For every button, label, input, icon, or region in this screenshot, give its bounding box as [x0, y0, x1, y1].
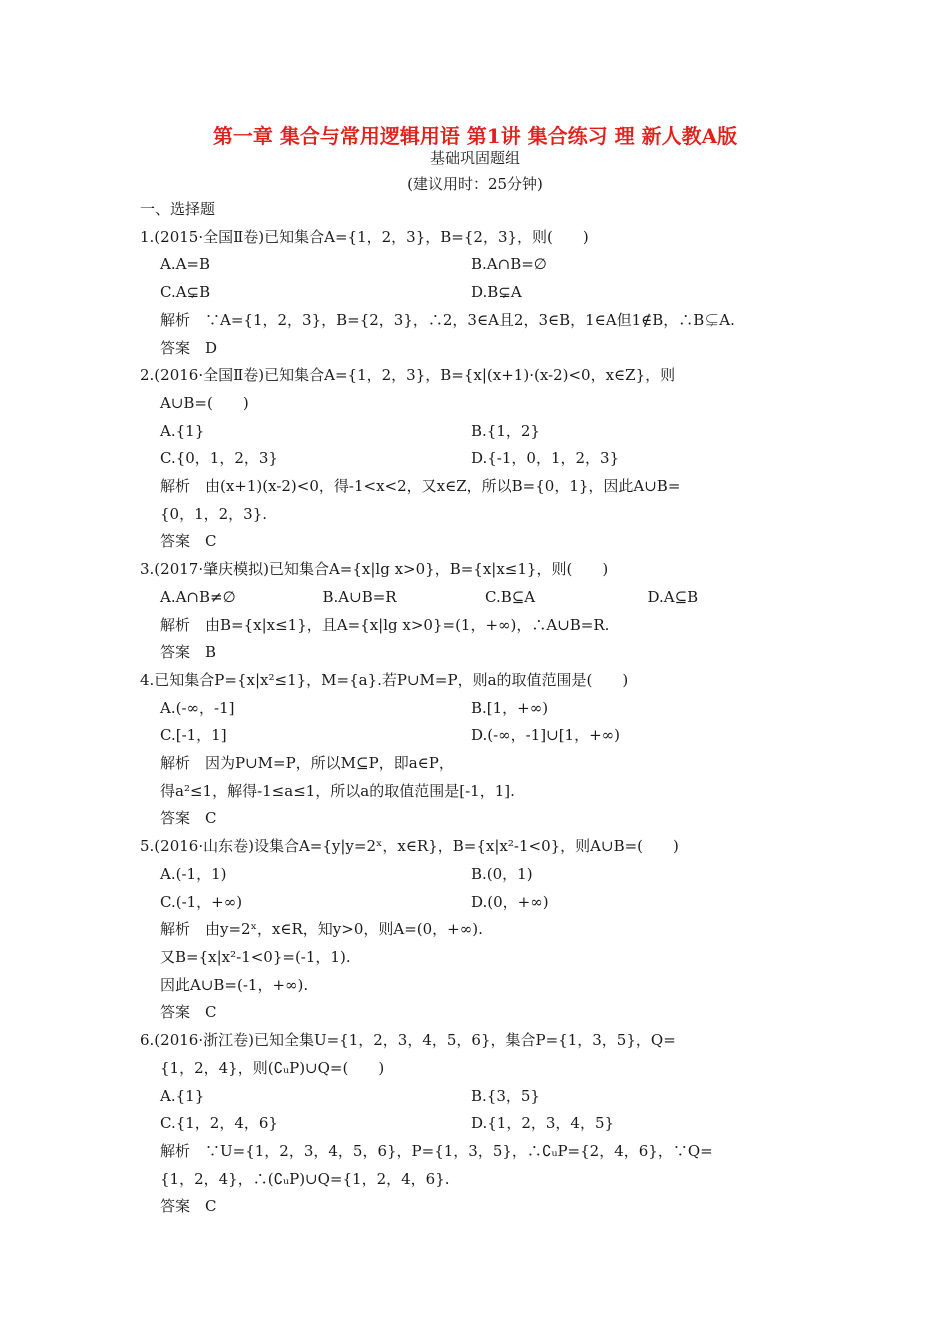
question-2-analysis: 解析 由(x+1)(x-2)<0，得-1<x<2，又x∈Z，所以B={0，1}，因此A∪B=	[160, 477, 681, 496]
option-b: B.(0，1)	[471, 864, 533, 883]
option-c: C.{1，2，4，6}	[160, 1114, 278, 1133]
question-4-options-row2	[140, 722, 810, 750]
section-heading: 一、选择题	[140, 200, 216, 218]
suggested-time: (建议用时：25分钟)	[407, 175, 543, 193]
option-b: B.A∩B=∅	[471, 255, 547, 274]
option-d: D.{1，2，3，4，5}	[471, 1114, 615, 1133]
option-c: C.[-1，1]	[160, 726, 227, 745]
option-b: B.[1，+∞)	[471, 698, 549, 717]
question-3-answer: 答案 B	[160, 643, 217, 662]
question-6-answer: 答案 C	[160, 1197, 217, 1216]
document-title: 第一章 集合与常用逻辑用语 第1讲 集合练习 理 新人教A版	[212, 124, 738, 148]
option-b: B.{3，5}	[471, 1086, 540, 1105]
question-6-options-row2	[140, 1110, 810, 1138]
question-1-answer: 答案 D	[160, 338, 218, 357]
question-6-stem-cont: {1，2，4}，则(∁ᵤP)∪Q=( )	[160, 1058, 385, 1077]
question-5-stem: 5.(2016·山东卷)设集合A={y|y=2ˣ，x∈R}，B={x|x²-1<0}，则A∪B=( )	[140, 837, 679, 856]
question-2-stem: 2.(2016·全国Ⅱ卷)已知集合A={1，2，3}，B={x|(x+1)·(x-2)<0，x∈Z}，则	[140, 366, 676, 385]
option-d: D.A⊆B	[647, 587, 699, 606]
option-a: A.{1}	[160, 421, 205, 440]
question-4-stem: 4.已知集合P={x|x²≤1}，M={a}.若P∪M=P，则a的取值范围是( )	[140, 670, 629, 689]
option-a: A.{1}	[160, 1086, 205, 1105]
question-2-analysis-cont: {0，1，2，3}.	[160, 504, 268, 523]
question-5-answer: 答案 C	[160, 1003, 217, 1022]
option-a: A.(-1，1)	[160, 864, 227, 883]
question-4-analysis: 解析 因为P∪M=P，所以M⊆P，即a∈P，	[160, 754, 454, 773]
option-d: D.(0，+∞)	[471, 892, 549, 911]
question-1-stem: 1.(2015·全国Ⅱ卷)已知集合A={1，2，3}，B={2，3}，则( )	[140, 227, 589, 246]
question-5-analysis: 解析 由y=2ˣ，x∈R，知y>0，则A=(0，+∞).	[160, 920, 483, 939]
option-d: D.{-1，0，1，2，3}	[471, 449, 620, 468]
option-c: C.(-1，+∞)	[160, 892, 243, 911]
question-2-options-row1	[140, 418, 810, 446]
question-6-options-row1	[140, 1083, 810, 1111]
option-b: B.{1，2}	[471, 421, 540, 440]
question-6-stem: 6.(2016·浙江卷)已知全集U={1，2，3，4，5，6}，集合P={1，3，5}，Q=	[140, 1031, 676, 1050]
option-a: A.(-∞，-1]	[160, 698, 235, 717]
option-a: A.A=B	[160, 255, 211, 274]
option-c: C.{0，1，2，3}	[160, 449, 278, 468]
question-3-analysis: 解析 由B={x|x≤1}，且A={x|lg x>0}=(1，+∞)，∴A∪B=R.	[160, 615, 610, 634]
question-5-analysis-line3: 因此A∪B=(-1，+∞).	[160, 975, 309, 994]
question-5-options-row1	[140, 861, 810, 889]
question-5-analysis-line2: 又B={x|x²-1<0}=(-1，1).	[160, 947, 351, 966]
question-3-options	[140, 584, 810, 612]
question-4-answer: 答案 C	[160, 809, 217, 828]
question-4-analysis-cont: 得a²≤1，解得-1≤a≤1，所以a的取值范围是[-1，1].	[160, 781, 515, 800]
question-2-stem-cont: A∪B=( )	[160, 393, 249, 412]
option-b: B.A∪B=R	[322, 587, 397, 606]
question-4-options-row1	[140, 695, 810, 723]
option-c: C.A⊊B	[160, 283, 211, 302]
question-list	[140, 196, 810, 1221]
question-2-options-row2	[140, 445, 810, 473]
question-3-stem: 3.(2017·肇庆模拟)已知集合A={x|lg x>0}，B={x|x≤1}，则( )	[140, 560, 609, 579]
question-1-options-row2	[140, 279, 810, 307]
question-6-analysis: 解析 ∵U={1，2，3，4，5，6}，P={1，3，5}，∴∁ᵤP={2，4，6}，∵Q=	[160, 1141, 713, 1160]
question-2-answer: 答案 C	[160, 532, 217, 551]
option-c: C.B⊆A	[485, 587, 536, 606]
question-1-analysis: 解析 ∵A={1，2，3}，B={2，3}，∴2，3∈A且2，3∈B，1∈A但1∉B，∴B⊊A.	[160, 310, 735, 329]
question-6-analysis-cont: {1，2，4}，∴(∁ᵤP)∪Q={1，2，4，6}.	[160, 1169, 450, 1188]
question-1-options-row1	[140, 251, 810, 279]
group-title: 基础巩固题组	[429, 149, 520, 167]
option-a: A.A∩B≠∅	[160, 587, 236, 606]
option-d: D.B⊊A	[471, 283, 522, 302]
option-d: D.(-∞，-1]∪[1，+∞)	[471, 726, 621, 745]
question-5-options-row2	[140, 889, 810, 917]
